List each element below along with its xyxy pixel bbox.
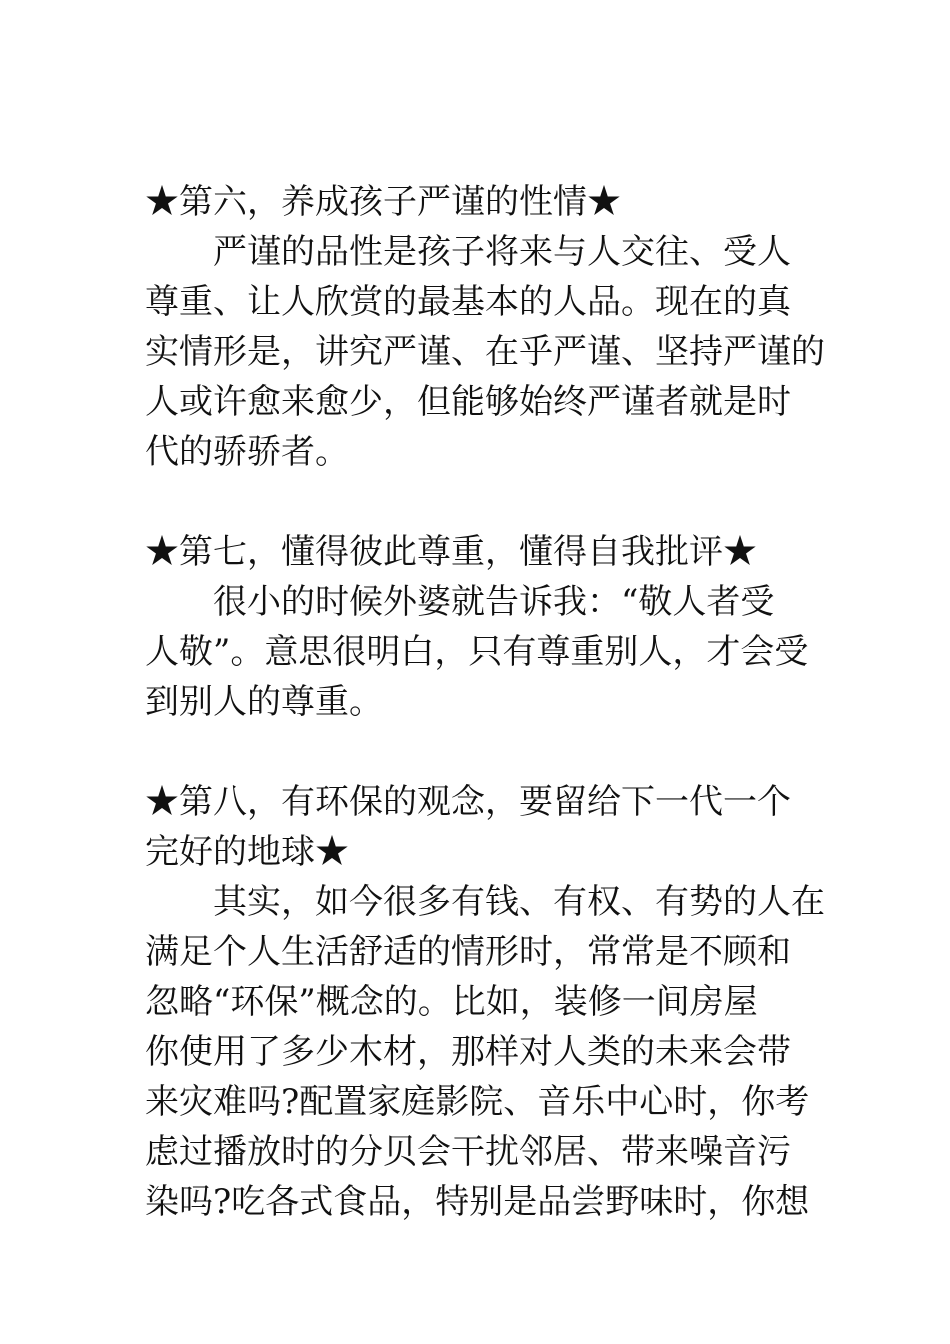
body-line: 人或许愈来愈少，但能够始终严谨者就是时 xyxy=(145,382,791,422)
section-heading xyxy=(145,777,810,877)
body-line: 严谨的品性是孩子将来与人交往、受人 xyxy=(213,232,791,272)
section-8 xyxy=(145,777,825,1227)
body-line: 来灾难吗?配置家庭影院、音乐中心时，你考 xyxy=(145,1082,810,1122)
body-line: 到别人的尊重。 xyxy=(145,682,383,722)
section-body xyxy=(145,877,825,1227)
heading-line: ★第八，有环保的观念，要留给下一代一个 xyxy=(145,782,791,822)
section-7 xyxy=(145,527,810,727)
body-line: 尊重、让人欣赏的最基本的人品。现在的真 xyxy=(145,282,791,322)
body-line: 你使用了多少木材，那样对人类的未来会带 xyxy=(145,1032,791,1072)
body-line: 染吗?吃各式食品，特别是品尝野味时，你想 xyxy=(145,1182,810,1222)
heading-line: ★第七，懂得彼此尊重，懂得自我批评★ xyxy=(145,532,757,572)
document-page xyxy=(145,177,825,1277)
body-line: 虑过播放时的分贝会干扰邻居、带来噪音污 xyxy=(145,1132,791,1172)
body-line: 人敬”。意思很明白，只有尊重别人，才会受 xyxy=(145,632,809,672)
section-body xyxy=(145,227,825,477)
body-line: 忽略“环保”概念的。比如，装修一间房屋 xyxy=(145,982,758,1022)
section-heading xyxy=(145,177,810,227)
section-body xyxy=(145,577,810,727)
body-line: 很小的时候外婆就告诉我：“敬人者受 xyxy=(213,582,775,622)
heading-line: ★第六，养成孩子严谨的性情★ xyxy=(145,182,621,222)
heading-line: 完好的地球★ xyxy=(145,832,349,872)
body-line: 代的骄骄者。 xyxy=(145,432,349,472)
body-line: 其实，如今很多有钱、有权、有势的人在 xyxy=(213,882,825,922)
body-line: 实情形是，讲究严谨、在乎严谨、坚持严谨的 xyxy=(145,332,825,372)
section-heading xyxy=(145,527,810,577)
body-line: 满足个人生活舒适的情形时，常常是不顾和 xyxy=(145,932,791,972)
section-6 xyxy=(145,177,825,477)
